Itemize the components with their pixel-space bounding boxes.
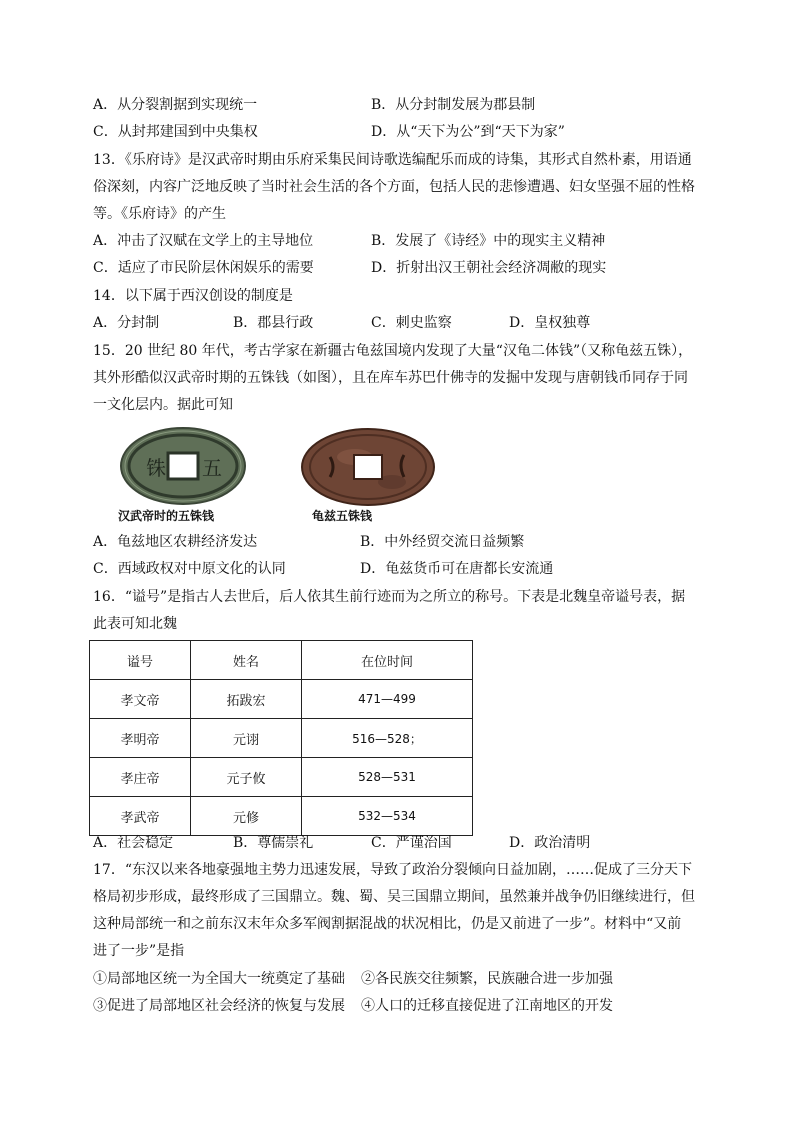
table-cell: 532—534 [302,797,473,836]
q12-option-c: C．从封邦建国到中央集权 [93,124,258,140]
table-header-cell: 谥号 [90,641,191,680]
q17-choice-3: ③促进了局部地区社会经济的恢复与发展 [93,998,345,1014]
table-cell: 元诩 [191,719,302,758]
coin-glyph-zhu: 铢 [146,456,166,480]
table-cell: 516—528； [302,719,473,758]
q13-stem-line-3: 等。《乐府诗》的产生 [93,206,226,222]
table-row [90,758,473,797]
table-cell: 471—499 [302,680,473,719]
table-cell: 元子攸 [191,758,302,797]
q15-option-b: B．中外经贸交流日益频繁 [360,534,525,550]
emperor-posthumous-name-table [89,640,473,836]
q13-option-a: A．冲击了汉赋在文学上的主导地位 [93,233,314,249]
table-cell: 孝文帝 [90,680,191,719]
table-row [90,680,473,719]
table-row [90,797,473,836]
q16-option-a: A．社会稳定 [93,835,174,851]
q15-stem-line-1: 15．20 世纪 80 年代，考古学家在新疆古龟兹国境内发现了大量“汉龟二体钱”（又称龟兹五铢）， [93,343,693,359]
qiuci-coin-caption: 龟兹五铢钱 [312,509,373,523]
q13-option-b: B．发展了《诗经》中的现实主义精神 [371,233,606,249]
q13-stem-line-2: 俗深刻，内容广泛地反映了当时社会生活的各个方面，包括人民的悲惨遭遇、妇女坚强不屈的性格 [93,179,695,195]
table-cell: 元修 [191,797,302,836]
table-header-row [90,641,473,680]
q15-stem-line-3: 一文化层内。据此可知 [93,397,233,413]
q13-option-d: D．折射出汉王朝社会经济凋敝的现实 [371,260,607,276]
q14-option-a: A．分封制 [93,315,160,331]
q13-option-c: C．适应了市民阶层休闲娱乐的需要 [93,260,314,276]
q15-stem-line-2: 其外形酷似汉武帝时期的五铢钱（如图），且在库车苏巴什佛寺的发掘中发现与唐朝钱币同存于同 [93,370,688,386]
q16-stem-line-1: 16．“谥号”是指古人去世后，后人依其生前行迹而为之所立的称号。下表是北魏皇帝谥号表，据 [93,589,686,605]
q17-stem-line-4: 进了一步”是指 [93,943,185,959]
q17-choice-1: ①局部地区统一为全国大一统奠定了基础 [93,971,345,987]
q16-option-c: C．严谨治国 [371,835,452,851]
q17-stem-line-3: 这种局部统一和之前东汉末年众多军阀割据混战的状况相比，仍是又前进了一步”。材料中“又前 [93,916,682,932]
q12-option-b: B．从分封制发展为郡县制 [371,97,536,113]
table-header-cell: 在位时间 [302,641,473,680]
table-cell: 孝庄帝 [90,758,191,797]
table-row [90,719,473,758]
table-cell: 孝明帝 [90,719,191,758]
q12-option-a: A．从分裂割据到实现统一 [93,97,258,113]
q17-choice-2: ②各民族交往频繁，民族融合进一步加强 [361,971,613,987]
q16-option-b: B．尊儒崇礼 [233,835,314,851]
q16-option-d: D．政治清明 [509,835,591,851]
table-cell: 528—531 [302,758,473,797]
table-cell: 拓跋宏 [191,680,302,719]
q17-choice-4: ④人口的迁移直接促进了江南地区的开发 [361,998,613,1014]
han-wuzhu-coin-image [118,425,248,507]
q14-option-d: D．皇权独尊 [509,315,591,331]
q17-stem-line-1: 17．“东汉以来各地豪强地主势力迅速发展，导致了政治分裂倾向日益加剧，……促成了三分天下 [93,862,692,878]
q15-option-a: A．龟兹地区农耕经济发达 [93,534,258,550]
q16-stem-line-2: 此表可知北魏 [93,616,177,632]
q13-stem-line-1: 13．《乐府诗》是汉武帝时期由乐府采集民间诗歌选编配乐而成的诗集，其形式自然朴素，用语通 [93,152,692,168]
q12-option-d: D．从“天下为公”到“天下为家” [371,124,565,140]
table-header-cell: 姓名 [191,641,302,680]
q15-option-d: D．龟兹货币可在唐都长安流通 [360,561,554,577]
q17-stem-line-2: 格局初步形成，最终形成了三国鼎立。魏、蜀、吴三国鼎立期间，虽然兼并战争仍旧继续进行，但 [93,889,695,905]
han-coin-caption: 汉武帝时的五铢钱 [118,509,215,523]
q15-option-c: C．西域政权对中原文化的认同 [93,561,286,577]
q14-stem: 14．以下属于西汉创设的制度是 [93,288,293,304]
q14-option-b: B．郡县行政 [233,315,314,331]
table-cell: 孝武帝 [90,797,191,836]
coin-glyph-wu: 五 [202,456,222,480]
qiuci-wuzhu-coin-image [300,427,436,507]
q14-option-c: C．刺史监察 [371,315,452,331]
